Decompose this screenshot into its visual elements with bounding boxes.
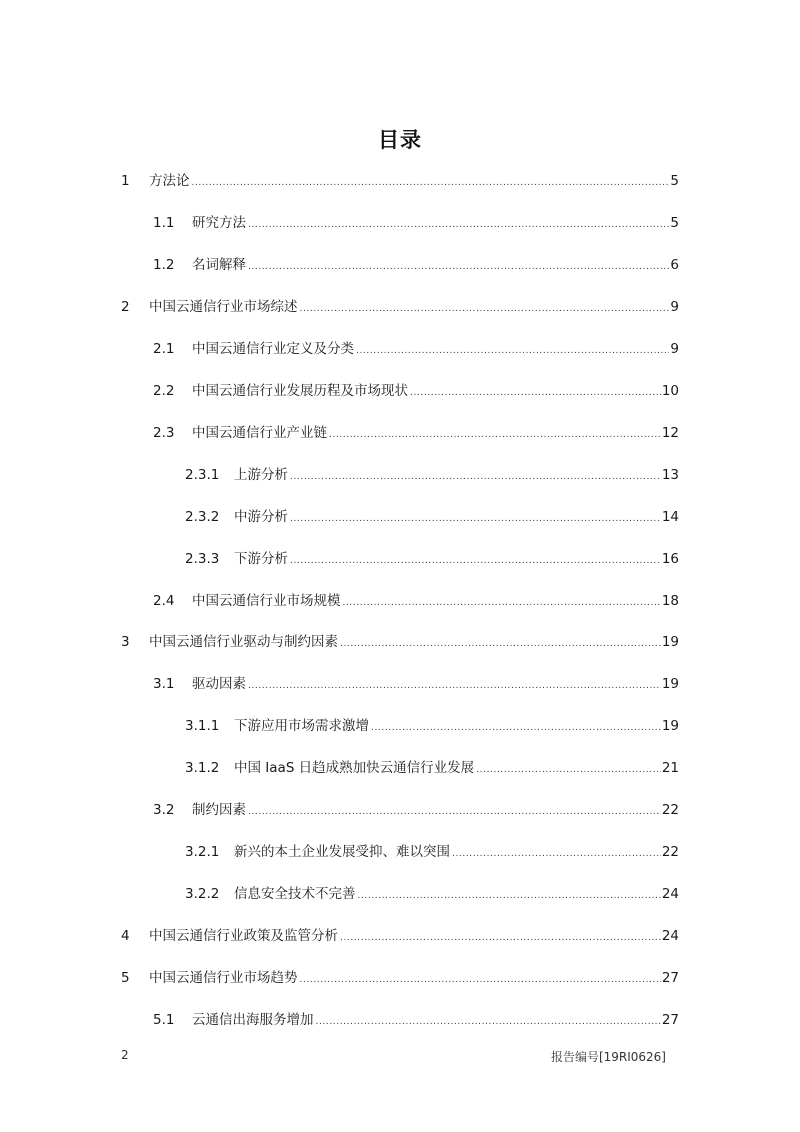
toc-entry-page: 22 bbox=[661, 844, 679, 860]
toc-entry-label: 中国云通信行业政策及监管分析 bbox=[149, 928, 338, 944]
toc-dot-leader bbox=[371, 718, 661, 738]
toc-entry-number: 2.1 bbox=[153, 341, 175, 357]
toc-entry-page: 21 bbox=[661, 760, 679, 776]
toc-entry-page: 24 bbox=[661, 928, 679, 944]
toc-entry-page: 10 bbox=[661, 383, 679, 399]
toc-dot-leader bbox=[316, 1012, 661, 1032]
toc-dot-leader bbox=[358, 886, 661, 906]
toc-entry-page: 6 bbox=[670, 257, 679, 273]
toc-entry-number: 3.2.2 bbox=[185, 886, 220, 902]
toc-entry-number: 2.4 bbox=[153, 593, 175, 609]
toc-entry-label: 研究方法 bbox=[192, 215, 246, 231]
toc-entry[interactable] bbox=[153, 255, 679, 275]
toc-entry[interactable] bbox=[185, 842, 679, 862]
toc-entry-page: 13 bbox=[661, 467, 679, 483]
toc-entry[interactable] bbox=[121, 926, 679, 946]
toc-entry-number: 3 bbox=[121, 634, 130, 650]
toc-dot-leader bbox=[248, 676, 661, 696]
toc-dot-leader bbox=[356, 341, 669, 361]
toc-entry-page: 18 bbox=[661, 593, 679, 609]
toc-entry-number: 2.3.2 bbox=[185, 509, 220, 525]
toc-entry-number: 3.1 bbox=[153, 676, 175, 692]
toc-entry-number: 1 bbox=[121, 173, 130, 189]
toc-entry-label: 名词解释 bbox=[192, 257, 246, 273]
toc-entry-number: 1.2 bbox=[153, 257, 175, 273]
toc-entry-number: 5 bbox=[121, 970, 130, 986]
toc-entry-number: 2 bbox=[121, 299, 130, 315]
toc-entry-page: 19 bbox=[661, 634, 679, 650]
toc-entry-page: 5 bbox=[670, 173, 679, 189]
toc-entry-page: 27 bbox=[661, 1012, 679, 1028]
toc-entry[interactable] bbox=[185, 716, 679, 736]
toc-dot-leader bbox=[300, 970, 661, 990]
toc-entry-label: 中游分析 bbox=[234, 509, 288, 525]
toc-entry-number: 2.2 bbox=[153, 383, 175, 399]
toc-entry-label: 中国云通信行业发展历程及市场现状 bbox=[192, 383, 408, 399]
toc-dot-leader bbox=[248, 257, 669, 277]
toc-entry-number: 2.3.1 bbox=[185, 467, 220, 483]
toc-entry-page: 9 bbox=[670, 341, 679, 357]
toc-entry-number: 4 bbox=[121, 928, 130, 944]
toc-entry[interactable] bbox=[153, 674, 679, 694]
toc-entry-page: 5 bbox=[670, 215, 679, 231]
toc-entry-label: 中国云通信行业市场规模 bbox=[192, 593, 341, 609]
toc-dot-leader bbox=[290, 509, 661, 529]
toc-dot-leader bbox=[290, 551, 661, 571]
toc-entry-label: 中国云通信行业产业链 bbox=[192, 425, 327, 441]
toc-dot-leader bbox=[340, 634, 661, 654]
toc-entry-label: 云通信出海服务增加 bbox=[192, 1012, 314, 1028]
toc-entry-number: 3.1.2 bbox=[185, 760, 220, 776]
toc-dot-leader bbox=[290, 467, 661, 487]
toc-dot-leader bbox=[452, 844, 661, 864]
footer-page-number: 2 bbox=[121, 1048, 129, 1062]
toc-entry-label: 中国云通信行业市场综述 bbox=[149, 299, 298, 315]
toc-entry-number: 5.1 bbox=[153, 1012, 175, 1028]
toc-dot-leader bbox=[476, 760, 661, 780]
toc-entry-label: 上游分析 bbox=[234, 467, 288, 483]
toc-entry-label: 信息安全技术不完善 bbox=[234, 886, 356, 902]
toc-entry[interactable] bbox=[185, 758, 679, 778]
toc-dot-leader bbox=[343, 593, 661, 613]
page-title: 目录 bbox=[378, 128, 422, 152]
toc-entry-label: 驱动因素 bbox=[192, 676, 246, 692]
toc-entry-page: 19 bbox=[661, 718, 679, 734]
toc-entry[interactable] bbox=[121, 968, 679, 988]
toc-entry[interactable] bbox=[153, 213, 679, 233]
toc-entry-page: 27 bbox=[661, 970, 679, 986]
toc-entry[interactable] bbox=[121, 632, 679, 652]
toc-entry-number: 3.2.1 bbox=[185, 844, 220, 860]
toc-entry[interactable] bbox=[153, 339, 679, 359]
toc-entry-number: 3.1.1 bbox=[185, 718, 220, 734]
toc-entry-label: 中国云通信行业驱动与制约因素 bbox=[149, 634, 338, 650]
toc-entry[interactable] bbox=[121, 297, 679, 317]
toc-dot-leader bbox=[192, 173, 670, 193]
toc-dot-leader bbox=[248, 215, 669, 235]
toc-entry-page: 24 bbox=[661, 886, 679, 902]
toc-entry-label: 方法论 bbox=[149, 173, 190, 189]
toc-entry[interactable] bbox=[185, 507, 679, 527]
toc-entry-page: 9 bbox=[670, 299, 679, 315]
toc-entry-page: 14 bbox=[661, 509, 679, 525]
toc-entry-label: 中国 IaaS 日趋成熟加快云通信行业发展 bbox=[234, 760, 475, 776]
toc-entry[interactable] bbox=[185, 884, 679, 904]
toc-dot-leader bbox=[300, 299, 670, 319]
toc-entry[interactable] bbox=[153, 423, 679, 443]
toc-entry[interactable] bbox=[185, 465, 679, 485]
toc-entry[interactable] bbox=[153, 591, 679, 611]
toc-entry-number: 2.3 bbox=[153, 425, 175, 441]
toc-entry-label: 中国云通信行业定义及分类 bbox=[192, 341, 354, 357]
toc-entry-page: 19 bbox=[661, 676, 679, 692]
toc-entry-page: 16 bbox=[661, 551, 679, 567]
toc-entry-page: 22 bbox=[661, 802, 679, 818]
toc-entry-label: 中国云通信行业市场趋势 bbox=[149, 970, 298, 986]
toc-entry-label: 新兴的本土企业发展受抑、难以突围 bbox=[234, 844, 450, 860]
toc-entry[interactable] bbox=[153, 381, 679, 401]
toc-entry-page: 12 bbox=[661, 425, 679, 441]
toc-dot-leader bbox=[410, 383, 661, 403]
toc-dot-leader bbox=[248, 802, 661, 822]
toc-entry[interactable] bbox=[153, 1010, 679, 1030]
toc-entry-number: 1.1 bbox=[153, 215, 175, 231]
footer-report-number: 报告编号[19RI0626] bbox=[550, 1050, 666, 1064]
toc-entry[interactable] bbox=[153, 800, 679, 820]
toc-entry-label: 下游分析 bbox=[234, 551, 288, 567]
toc-dot-leader bbox=[340, 928, 661, 948]
toc-entry-number: 3.2 bbox=[153, 802, 175, 818]
toc-entry-label: 下游应用市场需求激增 bbox=[234, 718, 369, 734]
toc-dot-leader bbox=[329, 425, 661, 445]
toc-entry-number: 2.3.3 bbox=[185, 551, 220, 567]
toc-entry[interactable] bbox=[121, 171, 679, 191]
toc-entry[interactable] bbox=[185, 549, 679, 569]
toc-entry-label: 制约因素 bbox=[192, 802, 246, 818]
